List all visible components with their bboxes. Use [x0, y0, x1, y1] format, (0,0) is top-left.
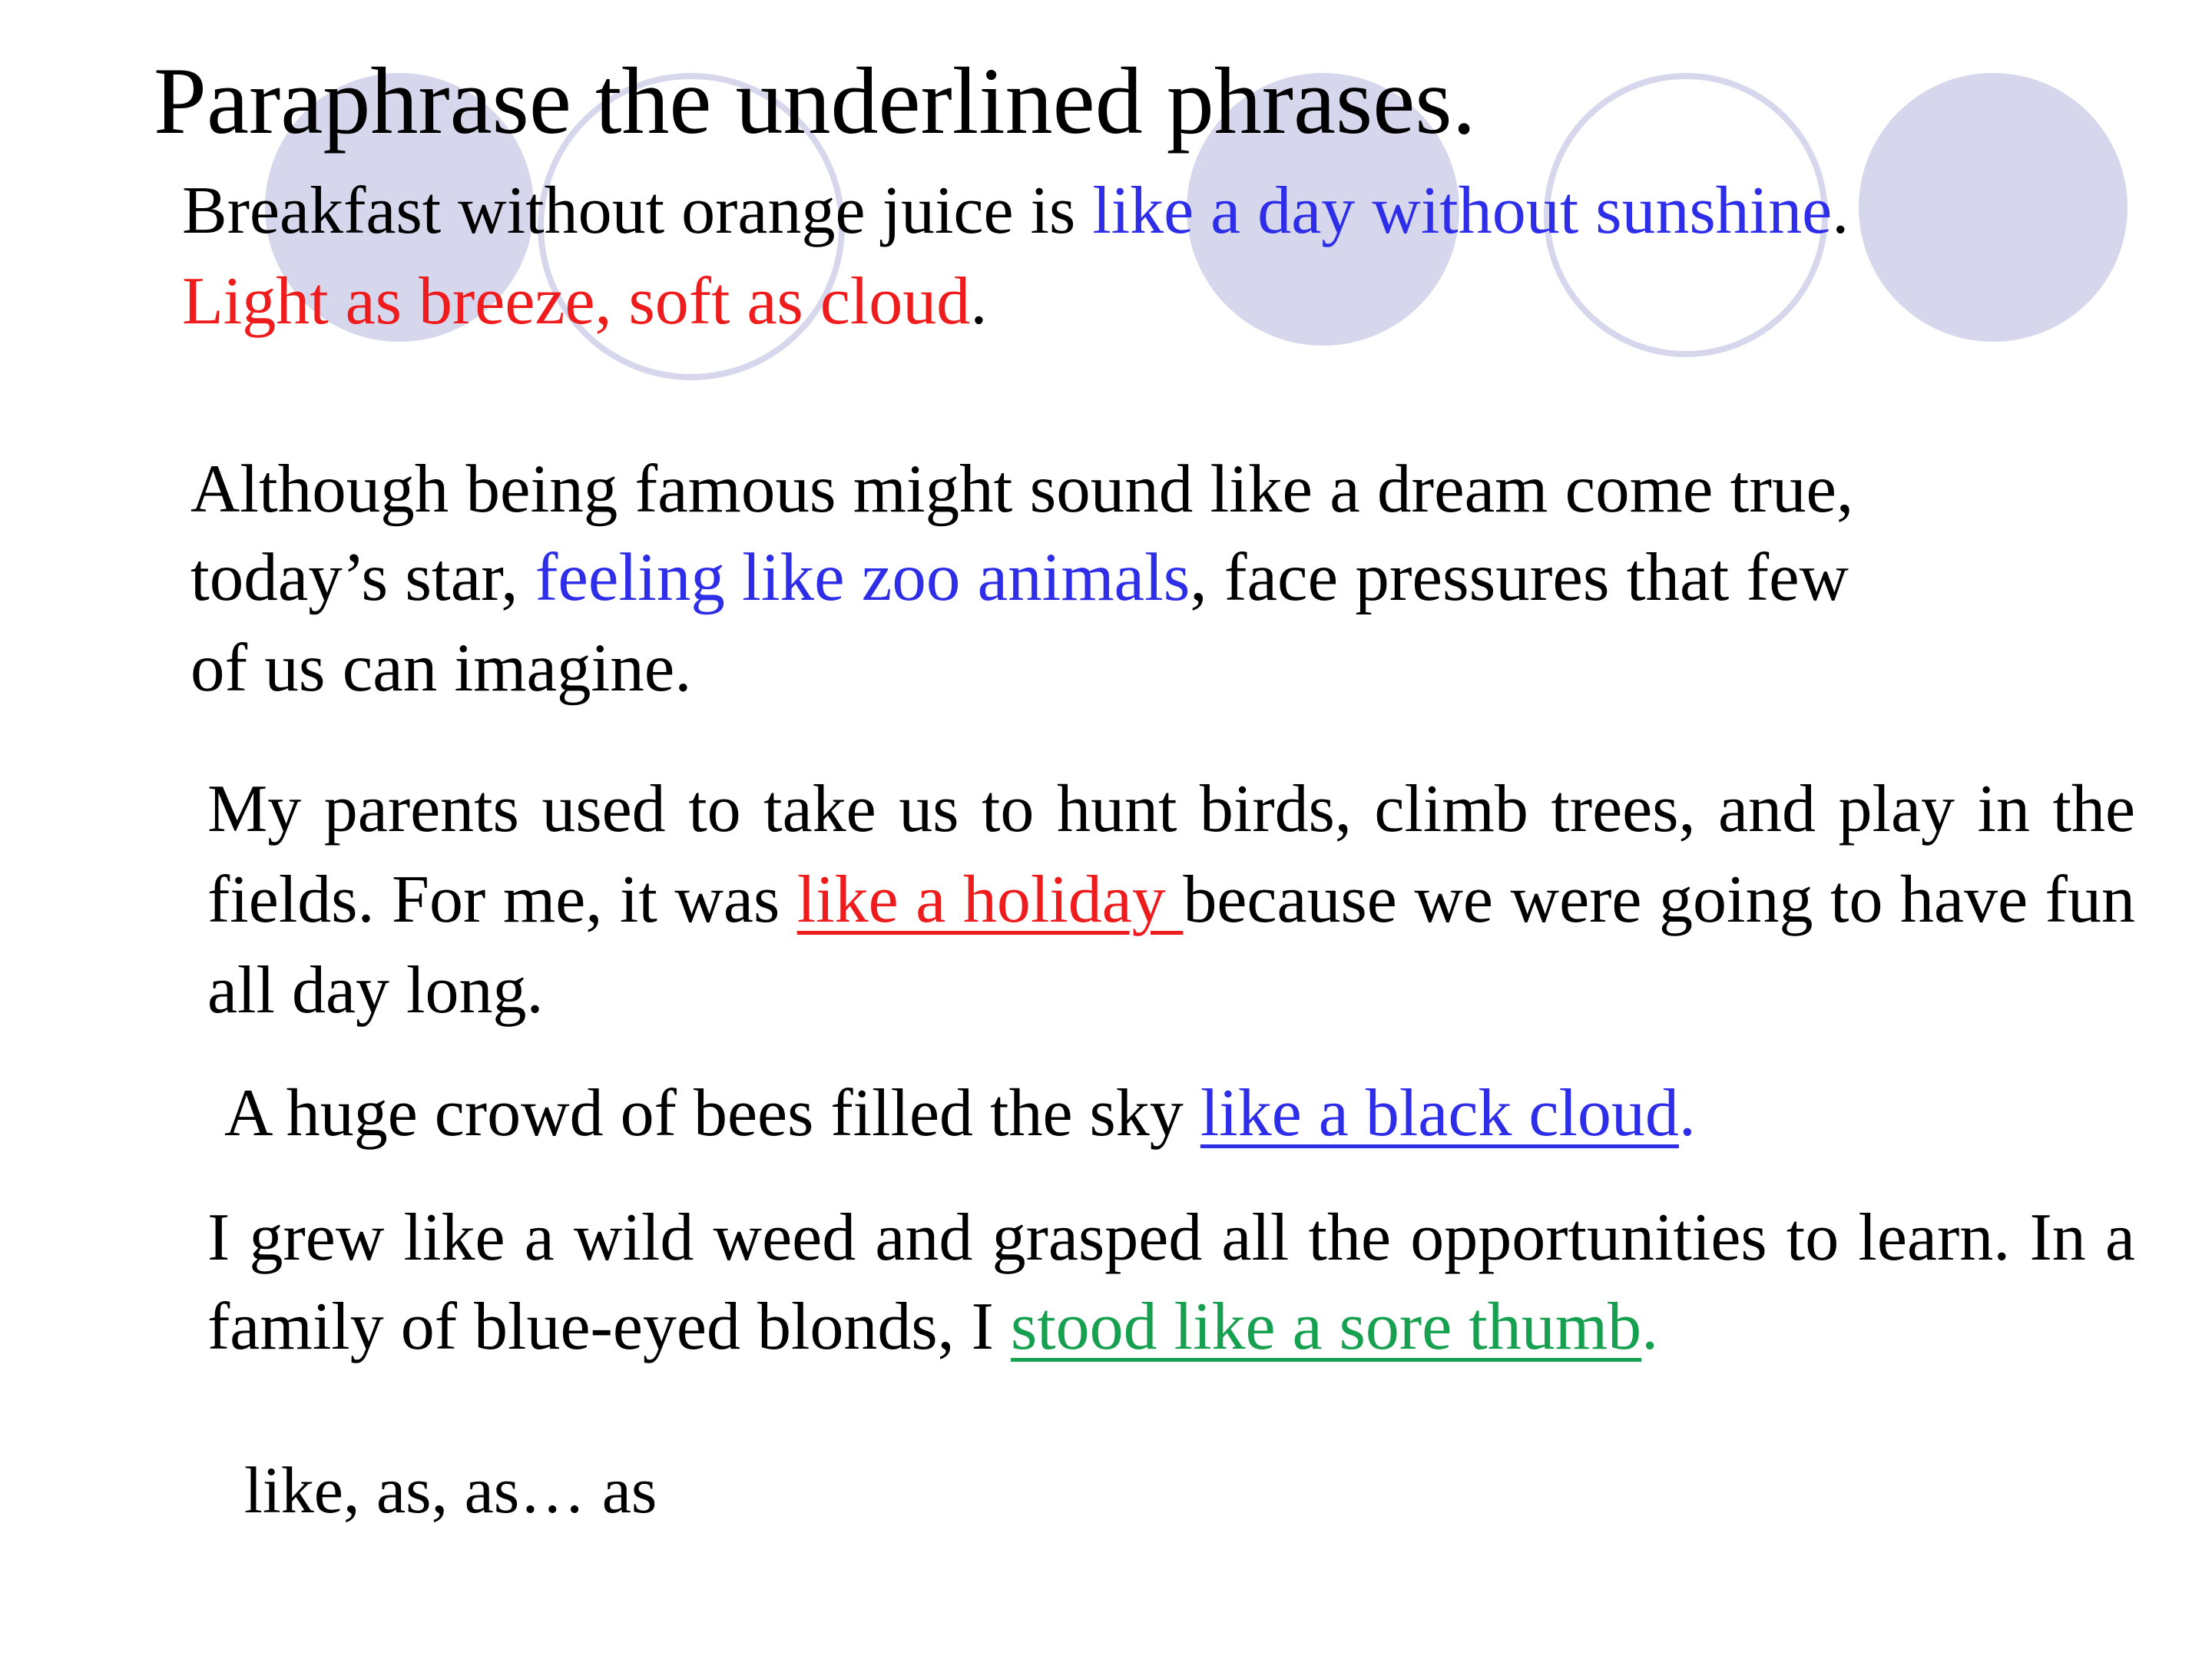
paragraph-1-line-3 [190, 630, 691, 707]
paragraph-1-line-1 [190, 451, 1853, 528]
paragraph-3-end: . [1678, 1076, 1696, 1151]
sentence-2 [182, 263, 987, 340]
paragraph-1-phrase: feeling like zoo animals [535, 540, 1190, 615]
sentence-1 [182, 173, 1849, 250]
paragraph-1-line-2 [190, 539, 1849, 616]
paragraph-2 [207, 764, 2135, 1036]
paragraph-1-line-2-text: today’s star, [190, 540, 535, 615]
sentence-1-phrase: like a day without sunshine [1092, 174, 1833, 248]
paragraph-4-text: I grew like a wild weed and grasped all the opportunities to learn. In a family of blue-eyed blonds, I [207, 1200, 2135, 1364]
slide-title: Paraphrase the underlined phrases. [154, 48, 1476, 154]
decor-circle-3 [1859, 73, 2128, 342]
paragraph-4-end: . [1641, 1290, 1659, 1364]
footer-note [244, 1452, 657, 1528]
paragraph-2-phrase: like a holiday [796, 863, 1184, 937]
paragraph-3-text: A huge crowd of bees filled the sky [224, 1076, 1200, 1151]
paragraph-4-phrase: stood like a sore thumb [1010, 1290, 1642, 1364]
paragraph-1-line-2-end: , face pressures that few [1190, 540, 1849, 615]
sentence-1-end: . [1832, 174, 1849, 248]
paragraph-2-text: My parents used to take us to hunt birds, climb trees, and play in the fields. For me, it was [207, 772, 2135, 937]
sentence-2-phrase: Light as breeze, soft as cloud [182, 264, 971, 339]
paragraph-1-line-3-text: of us can imagine. [190, 631, 692, 706]
sentence-1-text: Breakfast without orange juice is [182, 174, 1093, 248]
footer-note-text: like, as, as… as [244, 1453, 657, 1527]
paragraph-3 [224, 1075, 1696, 1152]
paragraph-2-end: because we were going to have fun all day long. [207, 863, 2135, 1028]
sentence-2-end: . [970, 264, 988, 339]
paragraph-3-phrase: like a black cloud [1200, 1076, 1679, 1151]
paragraph-4 [207, 1194, 2135, 1372]
paragraph-1-line-1-text: Although being famous might sound like a dream come true, [190, 452, 1854, 527]
